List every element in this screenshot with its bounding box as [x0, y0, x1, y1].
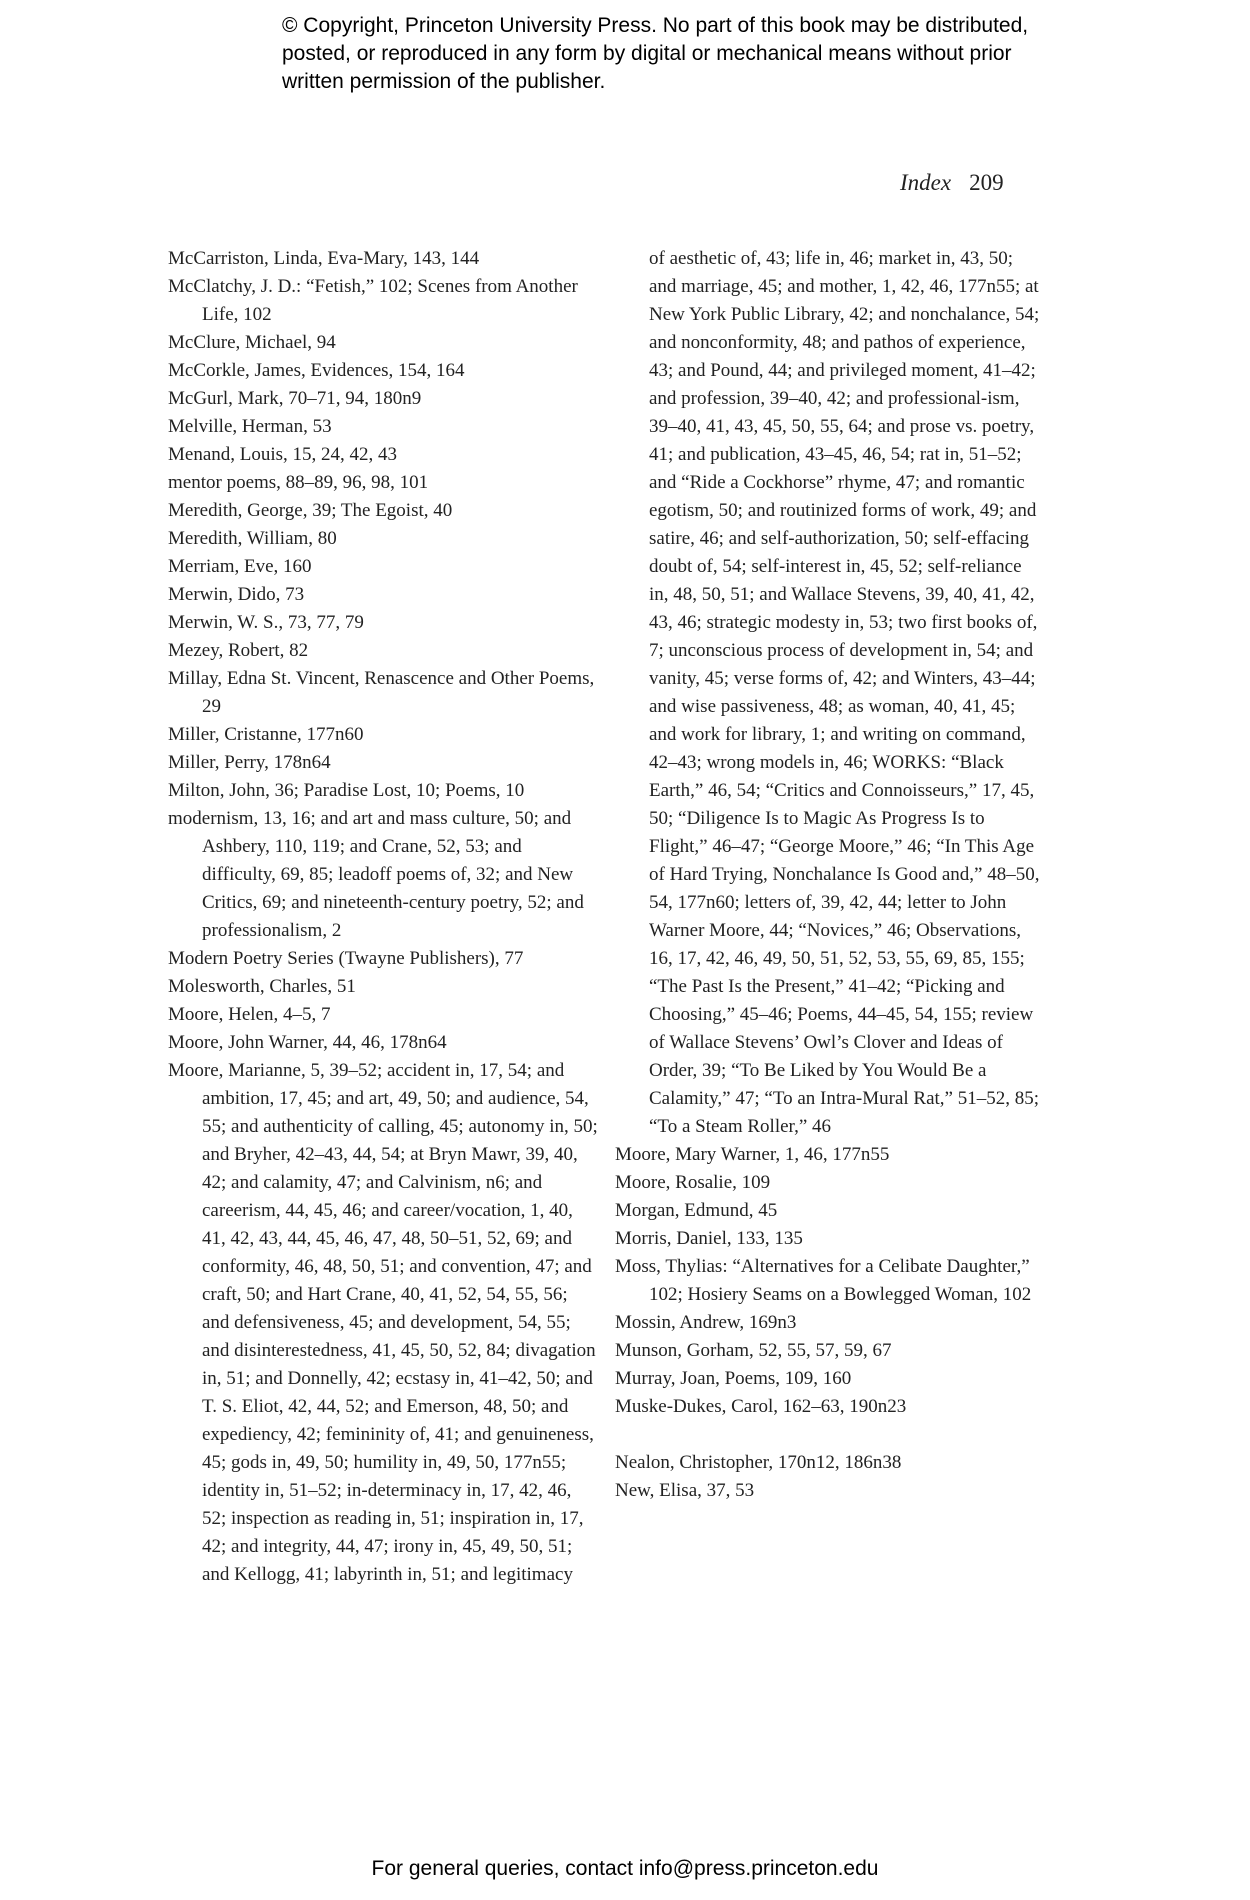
index-entry: Moore, Rosalie, 109	[615, 1172, 771, 1193]
index-column-right	[615, 245, 1045, 1505]
section-title: Index	[900, 170, 952, 195]
index-entry: Molesworth, Charles, 51	[168, 976, 356, 997]
index-entry-continued: of aesthetic of, 43; life in, 46; market in, 43, 50; and marriage, 45; and mother, 1, 42, 46, 177n55; at New York Public Library, 42; and nonchalance, 54; and nonconformity, 48; and pathos of experience, 43; and Pound, 44; and privileged moment, 41–42; and profession, 39–40, 42; and professional-ism, 39–40, 41, 43, 45, 50, 55, 64; and prose vs. poetry, 41; and publication, 43–45, 46, 54; rat in, 51–52; and “Ride a Cockhorse” rhyme, 47; and romantic egotism, 50; and routinized forms of work, 49; and satire, 46; and self-authorization, 50; self-effacing doubt of, 54; self-interest in, 45, 52; self-reliance in, 48, 50, 51; and Wallace Stevens, 39, 40, 41, 42, 43, 46; strategic modesty in, 53; two first books of, 7; unconscious process of development in, 54; and vanity, 45; verse forms of, 42; and Winters, 43–44; and wise passiveness, 48; as woman, 40, 41, 45; and work for library, 1; and writing on command, 42–43; wrong models in, 46; WORKS: “Black Earth,” 46, 54; “Critics and Connoisseurs,” 17, 45, 50; “Diligence Is to Magic As Progress Is to Flight,” 46–47; “George Moore,” 46; “In This Age of Hard Trying, Nonchalance Is Good and,” 48–50, 54, 177n60; letters of, 39, 42, 44; letter to John Warner Moore, 44; “Novices,” 46; Observations, 16, 17, 42, 46, 49, 50, 51, 52, 53, 55, 69, 85, 155; “The Past Is the Present,” 41–42; “Picking and Choosing,” 45–46; Poems, 44–45, 54, 155; review of Wallace Stevens’ Owl’s Clover and Ideas of Order, 39; “To Be Liked by You Would Be a Calamity,” 47; “To an Intra-Mural Rat,” 51–52, 85; “To a Steam Roller,” 46	[649, 248, 1040, 1137]
index-entry: McGurl, Mark, 70–71, 94, 180n9	[168, 388, 422, 409]
index-entry: McCorkle, James, Evidences, 154, 164	[168, 360, 465, 381]
index-entry: McClatchy, J. D.: “Fetish,” 102; Scenes from Another Life, 102	[168, 276, 578, 325]
index-entry: McCarriston, Linda, Eva-Mary, 143, 144	[168, 248, 480, 269]
index-entry: McClure, Michael, 94	[168, 332, 336, 353]
index-entry: Menand, Louis, 15, 24, 42, 43	[168, 444, 398, 465]
index-entry: Moss, Thylias: “Alternatives for a Celibate Daughter,” 102; Hosiery Seams on a Bowlegged Woman, 102	[615, 1256, 1032, 1305]
index-entry: Morgan, Edmund, 45	[615, 1200, 778, 1221]
index-entry: Muske-Dukes, Carol, 162–63, 190n23	[615, 1396, 907, 1417]
index-entry: Nealon, Christopher, 170n12, 186n38	[615, 1452, 902, 1473]
index-entry: modernism, 13, 16; and art and mass culture, 50; and Ashbery, 110, 119; and Crane, 52, 53; and difficulty, 69, 85; leadoff poems of, 32; and New Critics, 69; and nineteenth-century poetry, 52; and professionalism, 2	[168, 808, 584, 941]
index-entry: Millay, Edna St. Vincent, Renascence and Other Poems, 29	[168, 668, 595, 717]
index-entry: Meredith, George, 39; The Egoist, 40	[168, 500, 453, 521]
index-entry: Mezey, Robert, 82	[168, 640, 309, 661]
copyright-notice: © Copyright, Princeton University Press. No part of this book may be distributed, posted, or reproduced in any form by digital or mechanical means without prior written permission of the publisher.	[282, 14, 1029, 93]
index-entry: Meredith, William, 80	[168, 528, 337, 549]
index-entry: Merriam, Eve, 160	[168, 556, 312, 577]
index-entry: Miller, Cristanne, 177n60	[168, 724, 364, 745]
index-entry: Moore, Helen, 4–5, 7	[168, 1004, 331, 1025]
footer-contact: For general queries, contact info@press.princeton.edu	[371, 1857, 879, 1880]
index-entry: Mossin, Andrew, 169n3	[615, 1312, 797, 1333]
index-entry: Murray, Joan, Poems, 109, 160	[615, 1368, 852, 1389]
index-entry: Moore, Marianne, 5, 39–52; accident in, 17, 54; and ambition, 17, 45; and art, 49, 50; and audience, 54, 55; and authenticity of calling, 45; autonomy in, 50; and Bryher, 42–43, 44, 54; at Bryn Mawr, 39, 40, 42; and calamity, 47; and Calvinism, n6; and careerism, 44, 45, 46; and career/vocation, 1, 40, 41, 42, 43, 44, 45, 46, 47, 48, 50–51, 52, 69; and conformity, 46, 48, 50, 51; and convention, 47; and craft, 50; and Hart Crane, 40, 41, 52, 54, 55, 56; and defensiveness, 45; and development, 54, 55; and disinterestedness, 41, 45, 50, 52, 84; divagation in, 51; and Donnelly, 42; ecstasy in, 41–42, 50; and T. S. Eliot, 42, 44, 52; and Emerson, 48, 50; and expediency, 42; femininity of, 41; and genuineness, 45; gods in, 49, 50; humility in, 49, 50, 177n55; identity in, 51–52; in-determinacy in, 17, 42, 46, 52; inspection as reading in, 51; inspiration in, 17, 42; and integrity, 44, 47; irony in, 45, 49, 50, 51; and Kellogg, 41; labyrinth in, 51; and legitimacy	[168, 1060, 598, 1585]
running-head	[900, 170, 1100, 196]
index-entry: Melville, Herman, 53	[168, 416, 332, 437]
index-entry: mentor poems, 88–89, 96, 98, 101	[168, 472, 429, 493]
index-entry: Moore, Mary Warner, 1, 46, 177n55	[615, 1144, 890, 1165]
index-entry: Merwin, W. S., 73, 77, 79	[168, 612, 364, 633]
index-entry: Modern Poetry Series (Twayne Publishers), 77	[168, 948, 524, 969]
index-entry: New, Elisa, 37, 53	[615, 1480, 755, 1501]
index-column-left	[168, 245, 598, 1589]
index-entry: Moore, John Warner, 44, 46, 178n64	[168, 1032, 447, 1053]
index-entry: Munson, Gorham, 52, 55, 57, 59, 67	[615, 1340, 892, 1361]
index-entry: Miller, Perry, 178n64	[168, 752, 331, 773]
index-entry: Morris, Daniel, 133, 135	[615, 1228, 803, 1249]
index-entry: Milton, John, 36; Paradise Lost, 10; Poems, 10	[168, 780, 525, 801]
page-number: 209	[969, 170, 1004, 195]
index-entry: Merwin, Dido, 73	[168, 584, 305, 605]
